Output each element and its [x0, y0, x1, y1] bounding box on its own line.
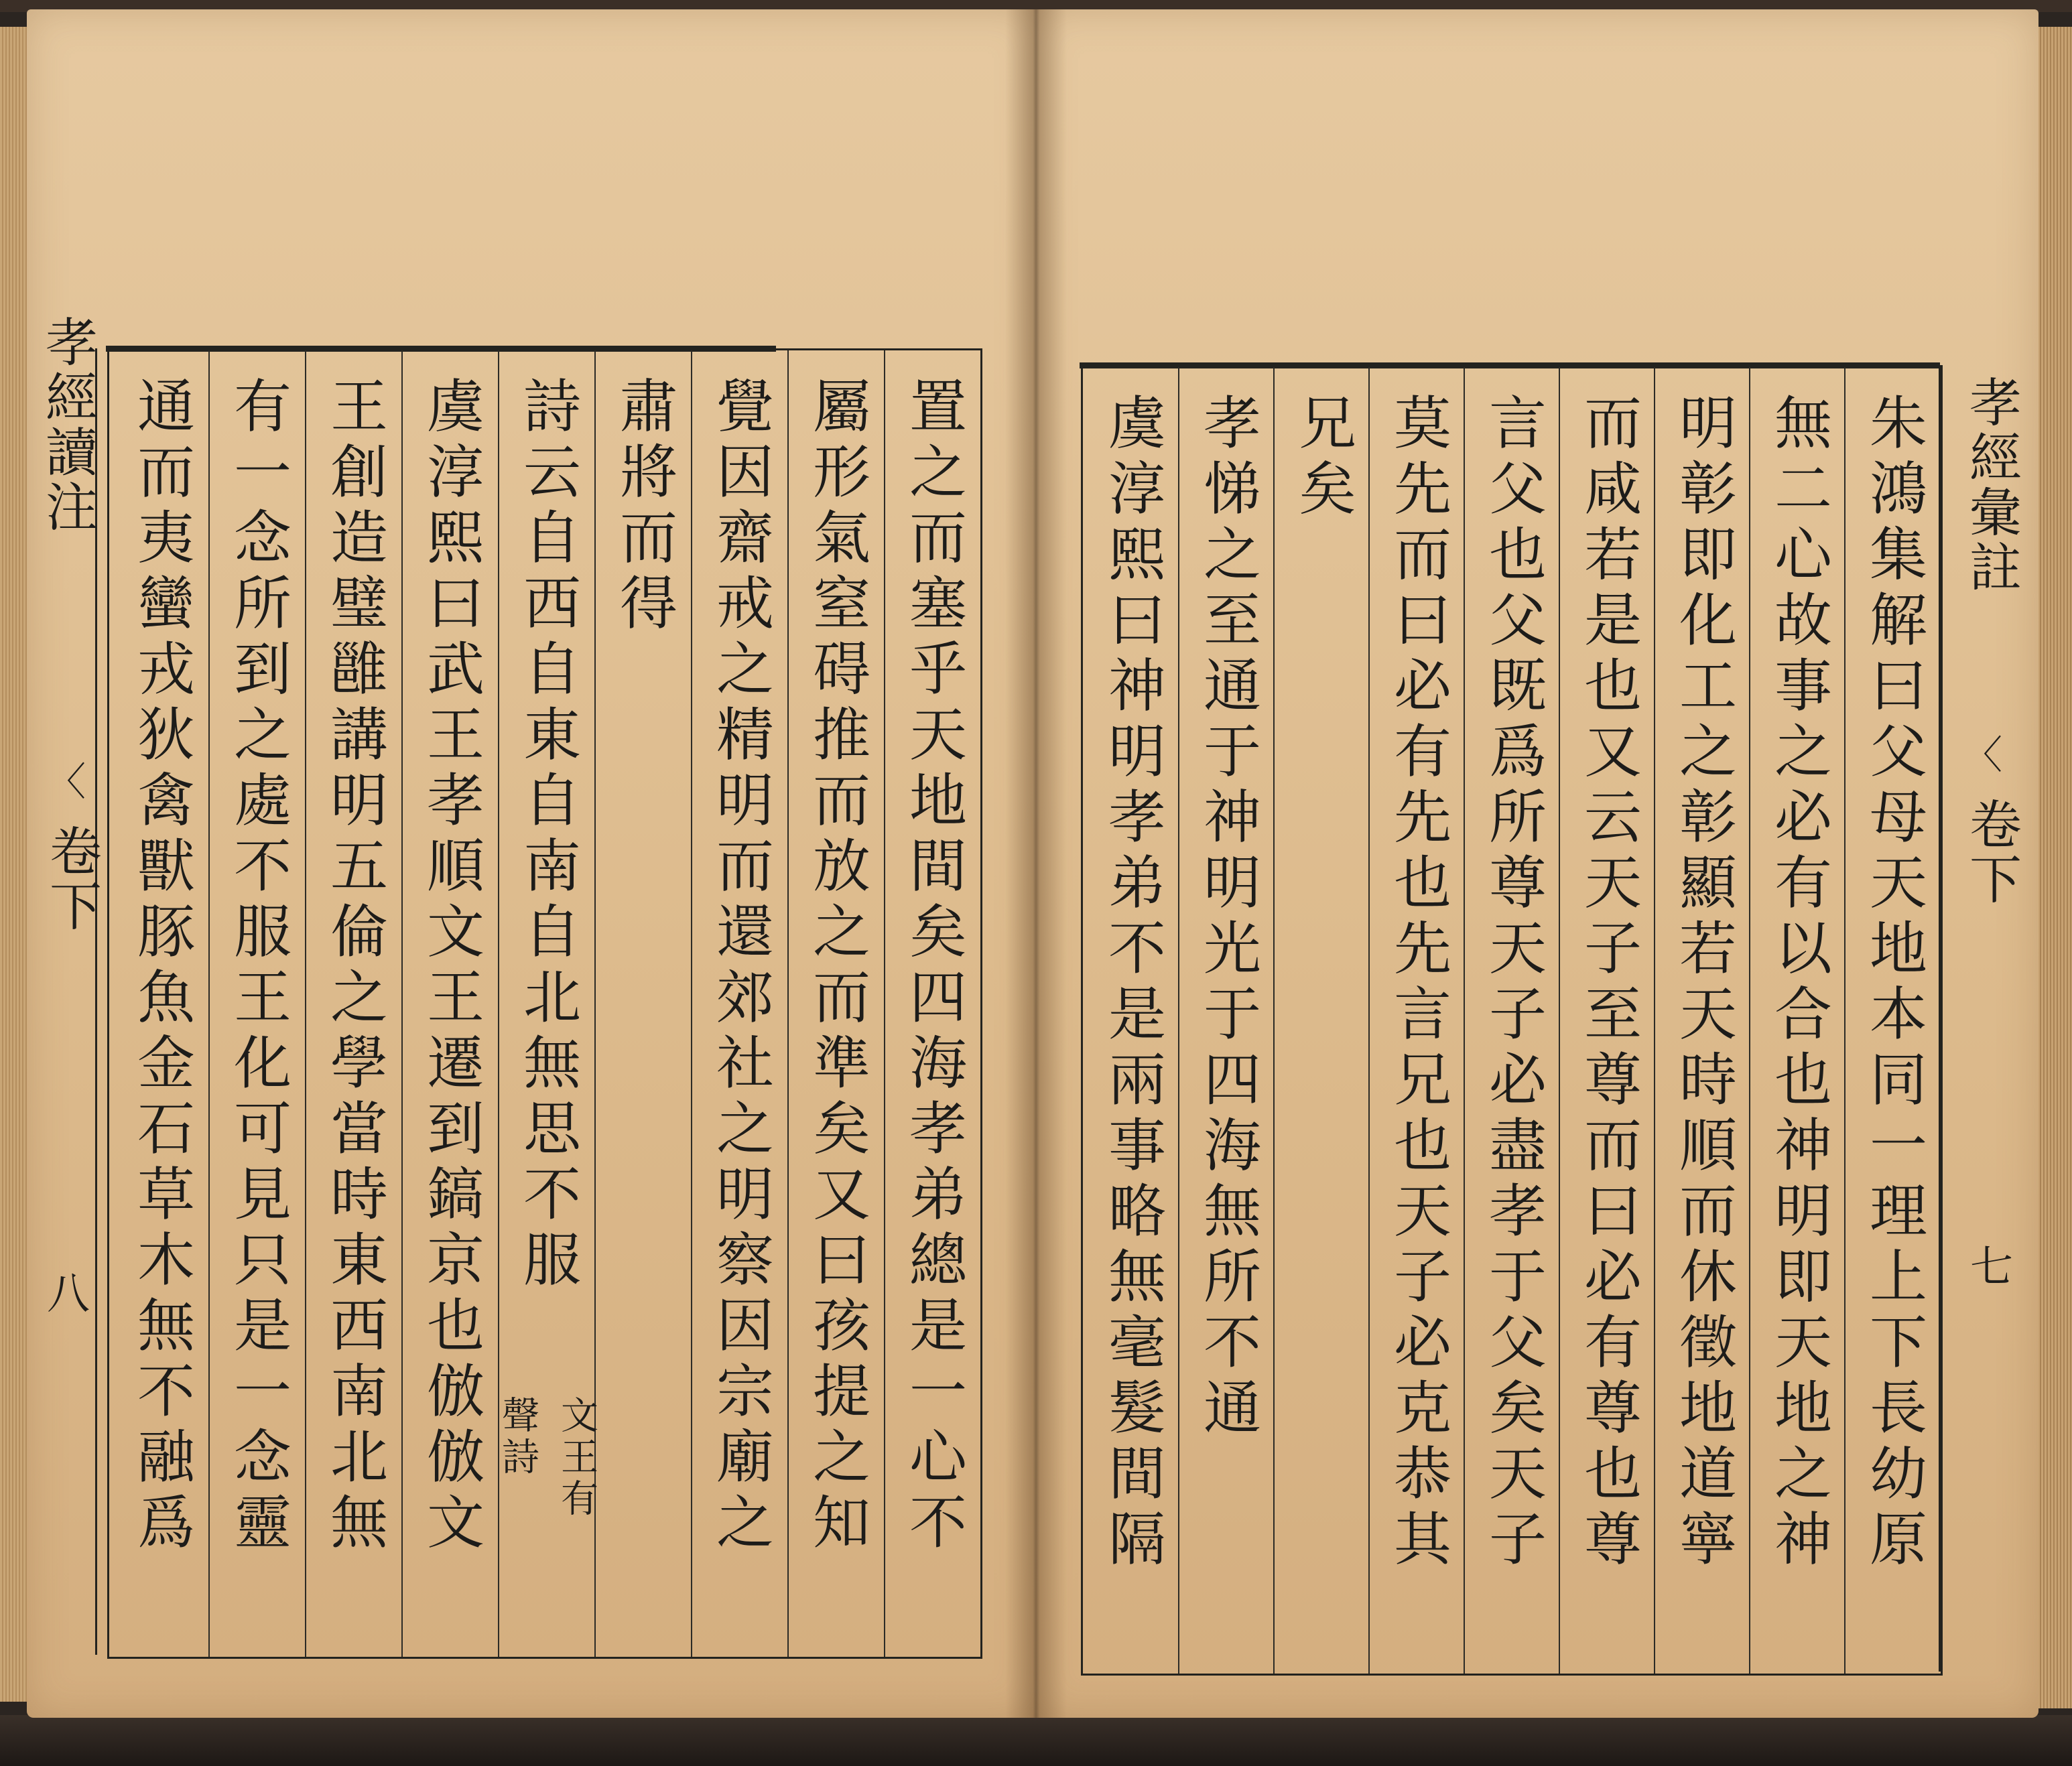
- left-folio: 八: [47, 1270, 90, 1319]
- right-text-block: [1081, 365, 1943, 1676]
- book-gutter: [1005, 9, 1067, 1718]
- page-stack-right: [2034, 27, 2072, 1708]
- left-text-block: [107, 348, 982, 1659]
- left-col-1: 置之而塞乎天地間矣四海孝弟總是一心不: [884, 350, 980, 1657]
- left-col-8: 有一念所到之處不服王化可見只是一念靈: [208, 350, 305, 1657]
- right-col-4: 而咸若是也又云天子至尊而曰必有尊也尊: [1559, 367, 1655, 1674]
- right-col-3: 明彰即化工之彰顯若天時順而休徵地道寧: [1654, 367, 1750, 1674]
- right-col-7: 兄矣: [1273, 367, 1370, 1674]
- left-col-4: 肅將而得: [594, 350, 691, 1657]
- right-volume-label: 卷下: [1961, 797, 2021, 907]
- left-interlinear-note: 文王有 聲詩: [496, 1396, 598, 1520]
- left-running-title: 孝經讀注: [37, 315, 97, 535]
- left-fold-rule: [95, 348, 97, 1655]
- left-col-5: 詩云自西自東自南自北無思不服 文王有 聲詩: [498, 350, 594, 1657]
- left-col-2: 屬形氣窒碍推而放之而準矣又曰孩提之知: [787, 350, 884, 1657]
- page-stack-left: [0, 27, 29, 1702]
- left-volume-label: 卷下: [41, 824, 101, 934]
- right-col-2: 無二心故事之必有以合也神明即天地之神: [1749, 367, 1846, 1674]
- right-fold-rule: [1939, 365, 1941, 1672]
- right-folio: 七: [1970, 1243, 2013, 1292]
- right-running-title: 孝經彙註: [1961, 375, 2021, 595]
- left-col-3: 覺因齋戒之精明而還郊社之明察因宗廟之: [691, 350, 787, 1657]
- right-col-5: 言父也父既爲所尊天子必盡孝于父矣天子: [1464, 367, 1560, 1674]
- left-col-7: 王創造璧雝講明五倫之學當時東西南北無: [305, 350, 401, 1657]
- right-fold-mark: 〈: [1963, 732, 2003, 778]
- left-fold-mark: 〈: [47, 759, 86, 805]
- book-bottom-edge: [0, 1715, 2072, 1766]
- left-col-6: 虞淳熙曰武王孝順文王遷到鎬京也倣倣文: [401, 350, 498, 1657]
- right-col-1: 朱鴻集解曰父母天地本同一理上下長幼原: [1844, 367, 1941, 1674]
- left-col-9: 通而夷蠻戎狄禽獸豚魚金石草木無不融爲: [127, 376, 194, 1558]
- right-col-9: 虞淳熙曰神明孝弟不是兩事略無毫髮間隔: [1098, 393, 1165, 1574]
- right-col-6: 莫先而曰必有先也先言兄也天子必克恭其: [1368, 367, 1465, 1674]
- right-col-8: 孝悌之至通于神明光于四海無所不通: [1178, 367, 1275, 1674]
